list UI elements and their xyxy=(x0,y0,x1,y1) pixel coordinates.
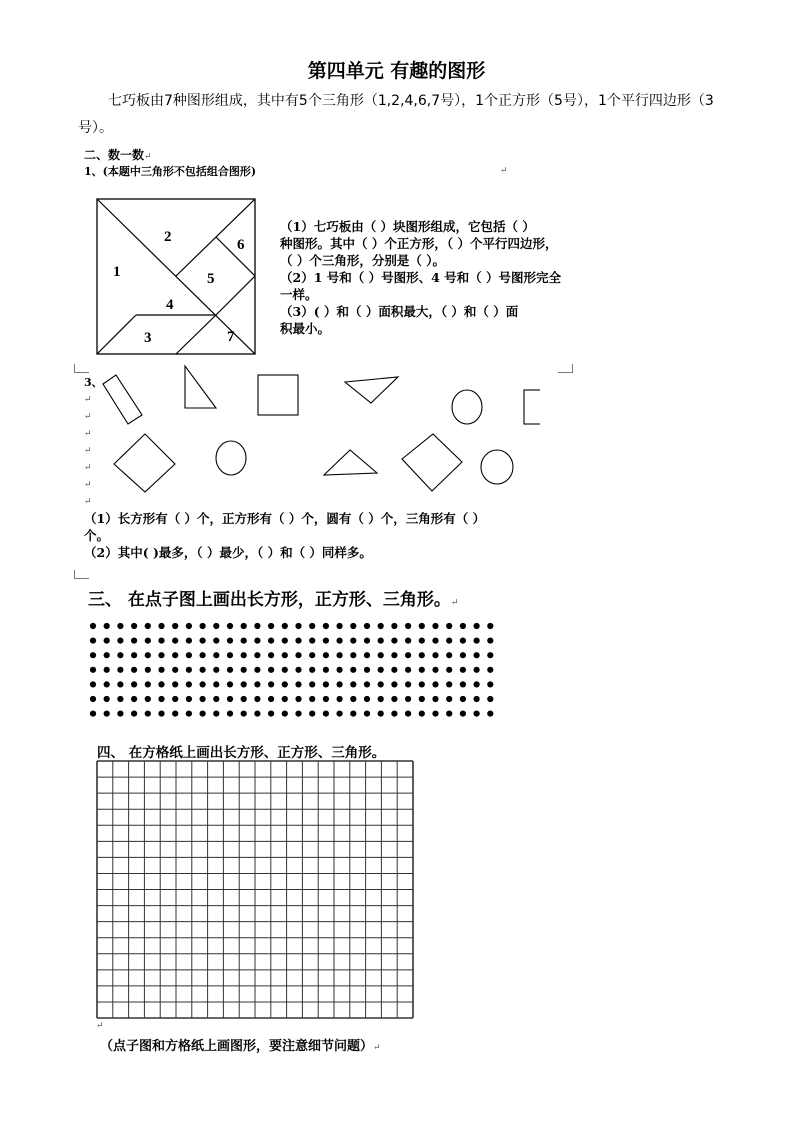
grid-dot xyxy=(131,638,137,644)
paragraph-mark: ↵ xyxy=(96,1021,104,1031)
grid-dot xyxy=(337,667,343,673)
grid-dot xyxy=(254,652,260,658)
grid-dot xyxy=(254,667,260,673)
grid-dot xyxy=(350,681,356,687)
grid-dot xyxy=(158,638,164,644)
shape-triangle xyxy=(185,366,216,408)
grid-dot xyxy=(213,711,219,717)
grid-dot xyxy=(295,638,301,644)
tangram-line xyxy=(97,315,136,354)
grid-dot xyxy=(90,652,96,658)
paragraph-marks-column: ↵ ↵ ↵ ↵ ↵ ↵ ↵ xyxy=(84,395,92,507)
grid-dot xyxy=(432,638,438,644)
grid-dot xyxy=(200,681,206,687)
grid-dot xyxy=(405,623,411,629)
grid-dot xyxy=(487,667,493,673)
grid-dot xyxy=(200,652,206,658)
tangram-label-4: 4 xyxy=(166,297,174,313)
grid-dot xyxy=(405,667,411,673)
grid-dot xyxy=(213,681,219,687)
grid-dot xyxy=(295,652,301,658)
grid-dot xyxy=(90,638,96,644)
grid-dot xyxy=(172,711,178,717)
grid-dot xyxy=(213,652,219,658)
grid-dot xyxy=(378,638,384,644)
grid-dot xyxy=(282,623,288,629)
grid-dot xyxy=(200,623,206,629)
question-1-text xyxy=(280,218,561,337)
grid-dot xyxy=(432,681,438,687)
grid-dot xyxy=(90,696,96,702)
grid-dot xyxy=(90,623,96,629)
grid-dot xyxy=(268,696,274,702)
grid-dot xyxy=(145,667,151,673)
grid-dot xyxy=(172,638,178,644)
grid-dot xyxy=(391,696,397,702)
shape-square xyxy=(402,434,462,491)
grid-dot xyxy=(309,696,315,702)
grid-dot xyxy=(378,681,384,687)
grid-dot xyxy=(268,623,274,629)
grid-dot xyxy=(391,667,397,673)
grid-dot xyxy=(158,711,164,717)
grid-dot xyxy=(254,681,260,687)
grid-dot xyxy=(282,696,288,702)
grid-dot xyxy=(172,652,178,658)
grid-dot xyxy=(117,696,123,702)
grid-dot xyxy=(474,681,480,687)
grid-dot xyxy=(227,696,233,702)
shape-square xyxy=(524,390,540,424)
corner-mark xyxy=(74,364,89,373)
grid-dot xyxy=(213,623,219,629)
grid-dot xyxy=(460,638,466,644)
grid-dot xyxy=(364,623,370,629)
grid-dot xyxy=(309,681,315,687)
grid-dot xyxy=(117,711,123,717)
grid-dot xyxy=(419,711,425,717)
grid-dot xyxy=(487,681,493,687)
grid-dot xyxy=(350,623,356,629)
grid-dot xyxy=(391,638,397,644)
grid-dot xyxy=(268,681,274,687)
grid-dot xyxy=(350,667,356,673)
grid-dot xyxy=(323,652,329,658)
grid-dot xyxy=(378,696,384,702)
grid-dot xyxy=(90,711,96,717)
grid-dot xyxy=(90,667,96,673)
page-title: 第四单元 有趣的图形 xyxy=(307,60,486,82)
grid-dot xyxy=(487,623,493,629)
grid-dot xyxy=(405,681,411,687)
grid-dot xyxy=(254,623,260,629)
grid-dot xyxy=(145,696,151,702)
section-2-heading: 二、数一数↵ xyxy=(84,148,152,162)
grid-dot xyxy=(364,711,370,717)
paragraph-mark: ↵ xyxy=(500,166,508,176)
grid-dot xyxy=(460,696,466,702)
grid-dot xyxy=(172,696,178,702)
grid-dot xyxy=(419,638,425,644)
grid-dot xyxy=(117,623,123,629)
grid-dot xyxy=(200,696,206,702)
grid-dot xyxy=(227,623,233,629)
grid-dot xyxy=(131,696,137,702)
dot-grid[interactable] xyxy=(88,618,508,726)
grid-dot xyxy=(158,623,164,629)
question-1-heading: 1、(本题中三角形不包括组合图形) xyxy=(84,165,257,178)
grid-dot xyxy=(460,681,466,687)
grid-dot xyxy=(227,681,233,687)
grid-dot xyxy=(446,681,452,687)
grid-dot xyxy=(446,638,452,644)
grid-dot xyxy=(405,696,411,702)
q3-line: （2）其中( )最多，（ ）最少，（ ）和（ ）同样多。 xyxy=(84,545,372,560)
tangram-line xyxy=(216,276,255,315)
grid-dot xyxy=(241,652,247,658)
grid-dot xyxy=(364,696,370,702)
grid-dot xyxy=(446,667,452,673)
grid-dot xyxy=(391,681,397,687)
grid-dot xyxy=(446,652,452,658)
grid-dot xyxy=(104,667,110,673)
grid-dot xyxy=(432,711,438,717)
grid-dot xyxy=(254,638,260,644)
grid-dot xyxy=(337,638,343,644)
grid-dot xyxy=(432,652,438,658)
grid-dot xyxy=(158,652,164,658)
grid-dot xyxy=(282,652,288,658)
grid-dot xyxy=(350,711,356,717)
grid-dot xyxy=(460,623,466,629)
grid-dot xyxy=(117,681,123,687)
tangram-label-5: 5 xyxy=(207,271,215,287)
q3-line: 个。 xyxy=(84,528,110,543)
grid-dot xyxy=(364,638,370,644)
question-3-label: 3、 xyxy=(84,376,103,389)
grid-dot xyxy=(200,667,206,673)
q1-line: 种图形。其中（ ）个正方形，（ ）个平行四边形， xyxy=(280,236,558,251)
grid-dot xyxy=(474,638,480,644)
grid-dot xyxy=(117,652,123,658)
grid-dot xyxy=(323,696,329,702)
shapes-figure xyxy=(90,360,540,500)
grid-dot xyxy=(295,711,301,717)
grid-dot xyxy=(282,667,288,673)
grid-dot xyxy=(364,667,370,673)
corner-mark xyxy=(74,570,89,579)
grid-dot xyxy=(323,711,329,717)
grid-dot xyxy=(487,652,493,658)
grid-dot xyxy=(254,696,260,702)
grid-dot xyxy=(295,667,301,673)
grid-dot xyxy=(350,652,356,658)
grid-dot xyxy=(419,681,425,687)
footer-note: （点子图和方格纸上画图形，要注意细节问题）↵ xyxy=(100,1039,381,1054)
grid-dot xyxy=(364,681,370,687)
grid-dot xyxy=(419,696,425,702)
shape-square xyxy=(114,434,175,492)
grid-dot xyxy=(378,623,384,629)
grid-dot xyxy=(474,652,480,658)
grid-dot xyxy=(419,667,425,673)
grid-dot xyxy=(117,667,123,673)
grid-dot xyxy=(131,667,137,673)
grid-dot xyxy=(309,623,315,629)
grid-dot xyxy=(241,667,247,673)
grid-dot xyxy=(337,681,343,687)
grid-dot xyxy=(474,711,480,717)
grid-dot xyxy=(145,652,151,658)
grid-dot xyxy=(158,681,164,687)
grid-dot xyxy=(487,696,493,702)
grid-dot xyxy=(405,652,411,658)
shape-circle xyxy=(452,390,482,424)
grid-dot xyxy=(446,696,452,702)
grid-dot xyxy=(186,638,192,644)
grid-dot xyxy=(254,711,260,717)
grid-dot xyxy=(104,696,110,702)
grid-dot xyxy=(337,623,343,629)
grid-dot xyxy=(186,623,192,629)
grid-dot xyxy=(487,638,493,644)
grid-dot xyxy=(282,638,288,644)
grid-dot xyxy=(186,681,192,687)
grid-dot xyxy=(200,638,206,644)
grid-dot xyxy=(474,623,480,629)
grid-dot xyxy=(172,681,178,687)
tangram-label-2: 2 xyxy=(164,229,172,245)
q1-line: （2）1 号和（ ）号图形、4 号和（ ）号图形完全 xyxy=(280,270,562,285)
grid-dot xyxy=(268,667,274,673)
q1-line: （ ）个三角形，分别是（ ）。 xyxy=(280,253,445,268)
grid-dot xyxy=(213,638,219,644)
grid-dot xyxy=(460,711,466,717)
grid-dot xyxy=(241,711,247,717)
grid-dot xyxy=(227,711,233,717)
shape-circle xyxy=(216,441,246,475)
grid-dot xyxy=(474,667,480,673)
q1-line: 积最小。 xyxy=(280,321,331,336)
grid-dot xyxy=(419,623,425,629)
grid-dot xyxy=(158,667,164,673)
grid-dot xyxy=(158,696,164,702)
grid-dot xyxy=(117,638,123,644)
grid-dot xyxy=(364,652,370,658)
grid-dot xyxy=(337,711,343,717)
tangram-label-6: 6 xyxy=(237,237,245,253)
grid-dot xyxy=(323,623,329,629)
grid-dot xyxy=(227,638,233,644)
tangram-label-3: 3 xyxy=(144,330,152,346)
grid-dot xyxy=(186,652,192,658)
grid-dot xyxy=(145,638,151,644)
grid-dot xyxy=(391,711,397,717)
grid-dot xyxy=(419,652,425,658)
grid-dot xyxy=(391,652,397,658)
grid-dot xyxy=(213,667,219,673)
grid-dot xyxy=(213,696,219,702)
grid-dot xyxy=(378,667,384,673)
square-grid-paper[interactable] xyxy=(95,759,417,1021)
grid-dot xyxy=(323,667,329,673)
grid-dot xyxy=(350,638,356,644)
grid-dot xyxy=(172,667,178,673)
grid-dot xyxy=(186,667,192,673)
grid-dot xyxy=(241,681,247,687)
tangram-label-1: 1 xyxy=(113,264,121,280)
grid-dot xyxy=(186,711,192,717)
grid-dot xyxy=(227,667,233,673)
q1-line: （3）( ）和（ ）面积最大，（ ）和（ ）面 xyxy=(280,304,519,319)
grid-dot xyxy=(460,667,466,673)
grid-dot xyxy=(241,623,247,629)
intro-paragraph: 七巧板由7种图形组成，其中有5个三角形（1,2,4,6,7号），1个正方形（5号），1个平行四边形（3号）。 xyxy=(78,93,714,136)
grid-dot xyxy=(268,711,274,717)
grid-dot xyxy=(145,681,151,687)
grid-dot xyxy=(104,711,110,717)
grid-dot xyxy=(186,696,192,702)
grid-dot xyxy=(295,623,301,629)
grid-dot xyxy=(391,623,397,629)
q1-line: 一样。 xyxy=(280,287,318,302)
grid-dot xyxy=(309,638,315,644)
shape-square xyxy=(258,375,298,415)
question-3-text xyxy=(84,510,485,561)
grid-dot xyxy=(227,652,233,658)
grid-dot xyxy=(131,711,137,717)
grid-dot xyxy=(104,623,110,629)
grid-dot xyxy=(446,623,452,629)
grid-dot xyxy=(131,623,137,629)
q1-line: （1）七巧板由（ ）块图形组成，它包括（ ） xyxy=(280,219,535,234)
grid-dot xyxy=(337,696,343,702)
grid-dot xyxy=(309,652,315,658)
grid-dot xyxy=(432,667,438,673)
grid-dot xyxy=(104,652,110,658)
grid-dot xyxy=(90,681,96,687)
grid-dot xyxy=(309,711,315,717)
tangram-label-7: 7 xyxy=(227,329,235,345)
grid-dot xyxy=(432,696,438,702)
tangram-line xyxy=(216,237,255,276)
shape-rectangle xyxy=(103,375,142,424)
tangram-line xyxy=(176,315,216,354)
grid-dot xyxy=(268,652,274,658)
q3-line: （1）长方形有（ ）个，正方形有（ ）个，圆有（ ）个，三角形有（ ） xyxy=(84,511,486,526)
grid-dot xyxy=(145,711,151,717)
grid-dot xyxy=(241,638,247,644)
grid-dot xyxy=(145,623,151,629)
grid-dot xyxy=(323,681,329,687)
grid-dot xyxy=(432,623,438,629)
shape-triangle xyxy=(324,450,377,475)
grid-dot xyxy=(295,681,301,687)
grid-dot xyxy=(131,681,137,687)
grid-dot xyxy=(200,711,206,717)
tangram-figure xyxy=(95,197,259,357)
grid-dot xyxy=(282,681,288,687)
grid-dot xyxy=(104,681,110,687)
grid-dot xyxy=(104,638,110,644)
shape-circle xyxy=(481,450,513,484)
grid-dot xyxy=(337,652,343,658)
shape-triangle xyxy=(345,377,398,403)
grid-dot xyxy=(241,696,247,702)
grid-dot xyxy=(172,623,178,629)
grid-dot xyxy=(378,652,384,658)
section-4-heading: 四、 在方格纸上画出长方形、正方形、三角形。 xyxy=(97,745,386,761)
grid-dot xyxy=(295,696,301,702)
grid-dot xyxy=(446,711,452,717)
grid-dot xyxy=(460,652,466,658)
grid-dot xyxy=(131,652,137,658)
grid-dot xyxy=(405,711,411,717)
grid-dot xyxy=(282,711,288,717)
grid-dot xyxy=(405,638,411,644)
grid-dot xyxy=(350,696,356,702)
grid-dot xyxy=(378,711,384,717)
grid-dot xyxy=(474,696,480,702)
grid-dot xyxy=(268,638,274,644)
grid-dot xyxy=(487,711,493,717)
corner-mark xyxy=(558,364,573,373)
section-3-heading: 三、 在点子图上画出长方形，正方形、三角形。↵ xyxy=(88,590,459,610)
grid-dot xyxy=(309,667,315,673)
grid-dot xyxy=(323,638,329,644)
